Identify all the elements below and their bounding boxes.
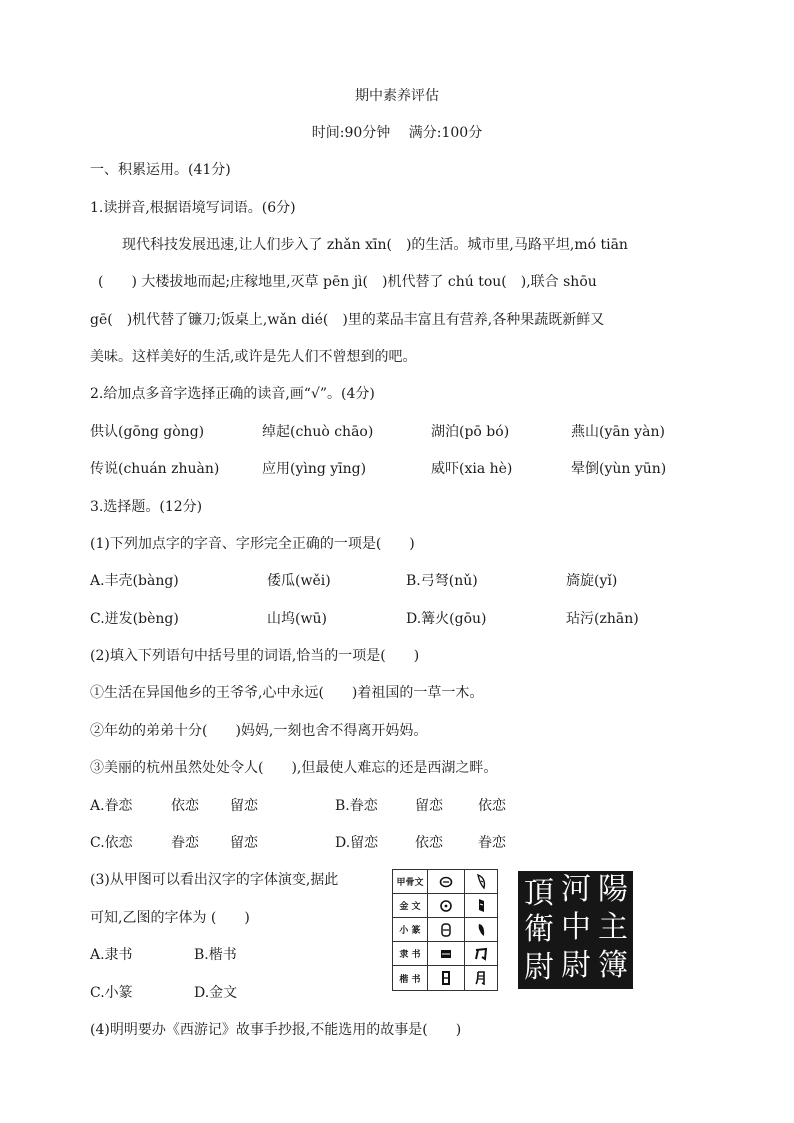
page-title: 期中素养评估 — [355, 88, 439, 104]
q3-2-option: 依恋 — [478, 798, 506, 814]
q3-2-option: 留恋 — [415, 798, 443, 814]
q1-line: 现代科技发展迅速,让人们步入了 zhǎn xīn( )的生活。城市里,马路平坦,mó tiān — [122, 237, 628, 253]
q3-4-stem: (4)明明要办《西游记》故事手抄报,不能选用的故事是( ) — [90, 1022, 462, 1038]
moon-glyph-icon — [465, 918, 497, 941]
q3-3-stem: (3)从甲图可以看出汉字的字体演变,据此 — [90, 872, 339, 888]
q2-item: 威吓(xia hè) — [431, 461, 513, 477]
sun-glyph-icon — [428, 870, 465, 893]
q2-item: 晕倒(yùn yūn) — [571, 461, 667, 477]
q2-item: 绰起(chuò chāo) — [262, 424, 374, 440]
table-row — [393, 942, 497, 966]
q3-2-option: 眷恋 — [478, 835, 506, 851]
script-evolution-table — [392, 869, 498, 991]
moon-glyph-icon — [465, 942, 497, 965]
moon-glyph-icon — [465, 870, 497, 893]
q3-3-stem: 可知,乙图的字体为 ( ) — [90, 910, 250, 926]
seal-character: 河 — [561, 872, 591, 907]
q3-1-option: D.篝火(gōu) — [406, 611, 487, 627]
seal-character: 衛 — [524, 912, 554, 947]
q3-2-option: 依恋 — [415, 835, 443, 851]
q3-2-option: C.依恋 — [90, 835, 133, 851]
q3-2-stem: (2)填入下列语句中括号里的词语,恰当的一项是( ) — [90, 648, 420, 664]
q3-3-option: A.隶书 — [90, 947, 133, 963]
moon-glyph-icon — [465, 894, 497, 917]
q3-2-option: 依恋 — [171, 798, 199, 814]
q3-1-option: 山坞(wū) — [267, 611, 327, 627]
q3-3-option: D.金文 — [194, 985, 238, 1001]
sun-glyph-icon — [428, 942, 465, 965]
q3-1-option: 倭瓜(wěi) — [267, 573, 331, 589]
seal-inscription-image — [518, 871, 633, 989]
seal-character: 頂 — [524, 876, 554, 911]
script-label: 小 篆 — [393, 918, 428, 941]
q3-2-option: A.眷恋 — [90, 798, 133, 814]
seal-character: 中 — [561, 910, 591, 945]
q3-2-sentence: ③美丽的杭州虽然处处令人( ),但最使人难忘的还是西湖之畔。 — [90, 760, 498, 776]
q2-item: 燕山(yān yàn) — [571, 424, 665, 440]
q2-item: 供认(gōng gòng) — [90, 424, 205, 440]
sun-glyph-icon — [428, 918, 465, 941]
q3-3-option: B.楷书 — [194, 947, 237, 963]
q3-2-option: D.留恋 — [335, 835, 379, 851]
table-row — [393, 918, 497, 942]
q1-line: gē( )机代替了镰刀;饭桌上,wǎn dié( )里的菜品丰富且有营养,各种果蔬既新鲜又 — [90, 312, 605, 328]
seal-character: 尉 — [524, 950, 554, 985]
script-label: 隶 书 — [393, 942, 428, 965]
q3-2-option: 眷恋 — [171, 835, 199, 851]
q2-item: 湖泊(pō bó) — [431, 424, 510, 440]
q3-1-option: B.弓弩(nǔ) — [406, 573, 478, 589]
table-row — [393, 894, 497, 918]
section-heading: 一、积累运用。(41分) — [90, 162, 231, 178]
seal-character: 陽 — [598, 872, 628, 907]
q3-3-option: C.小篆 — [90, 985, 133, 1001]
q3-2-option: B.眷恋 — [335, 798, 378, 814]
q3-1-stem: (1)下列加点字的字音、字形完全正确的一项是( ) — [90, 536, 415, 552]
sun-glyph-icon — [428, 966, 465, 990]
q3-2-option: 留恋 — [230, 835, 258, 851]
q2-item: 传说(chuán zhuàn) — [90, 461, 220, 477]
q3-title: 3.选择题。(12分) — [90, 499, 203, 515]
q3-2-sentence: ②年幼的弟弟十分( )妈妈,一刻也舍不得离开妈妈。 — [90, 723, 428, 739]
q1-line: 美味。这样美好的生活,或许是先人们不曾想到的吧。 — [90, 349, 417, 365]
q1-line: ( ) 大楼拔地而起;庄稼地里,灭草 pēn jì( )机代替了 chú tou( ),联合 shōu — [98, 274, 597, 290]
seal-character: 主 — [598, 910, 628, 945]
q3-1-option: A.丰壳(bàng) — [90, 573, 179, 589]
q3-1-option: 玷污(zhān) — [566, 611, 639, 627]
q3-2-option: 留恋 — [230, 798, 258, 814]
seal-character: 簿 — [598, 948, 628, 983]
q2-item: 应用(yìng yīng) — [262, 461, 367, 477]
moon-glyph-icon — [465, 966, 497, 990]
q3-1-option: C.迸发(bèng) — [90, 611, 179, 627]
script-label: 甲骨文 — [393, 870, 428, 893]
exam-meta: 时间:90分钟 满分:100分 — [311, 125, 483, 141]
q1-title: 1.读拼音,根据语境写词语。(6分) — [90, 200, 296, 216]
q3-1-option: 旖旋(yǐ) — [566, 573, 618, 589]
table-row — [393, 870, 497, 894]
q2-title: 2.给加点多音字选择正确的读音,画“√”。(4分) — [90, 386, 375, 402]
script-label: 楷 书 — [393, 966, 428, 990]
sun-glyph-icon — [428, 894, 465, 917]
script-label: 金 文 — [393, 894, 428, 917]
seal-character: 尉 — [561, 948, 591, 983]
q3-2-sentence: ①生活在异国他乡的王爷爷,心中永远( )着祖国的一草一木。 — [90, 685, 484, 701]
table-row — [393, 966, 497, 990]
